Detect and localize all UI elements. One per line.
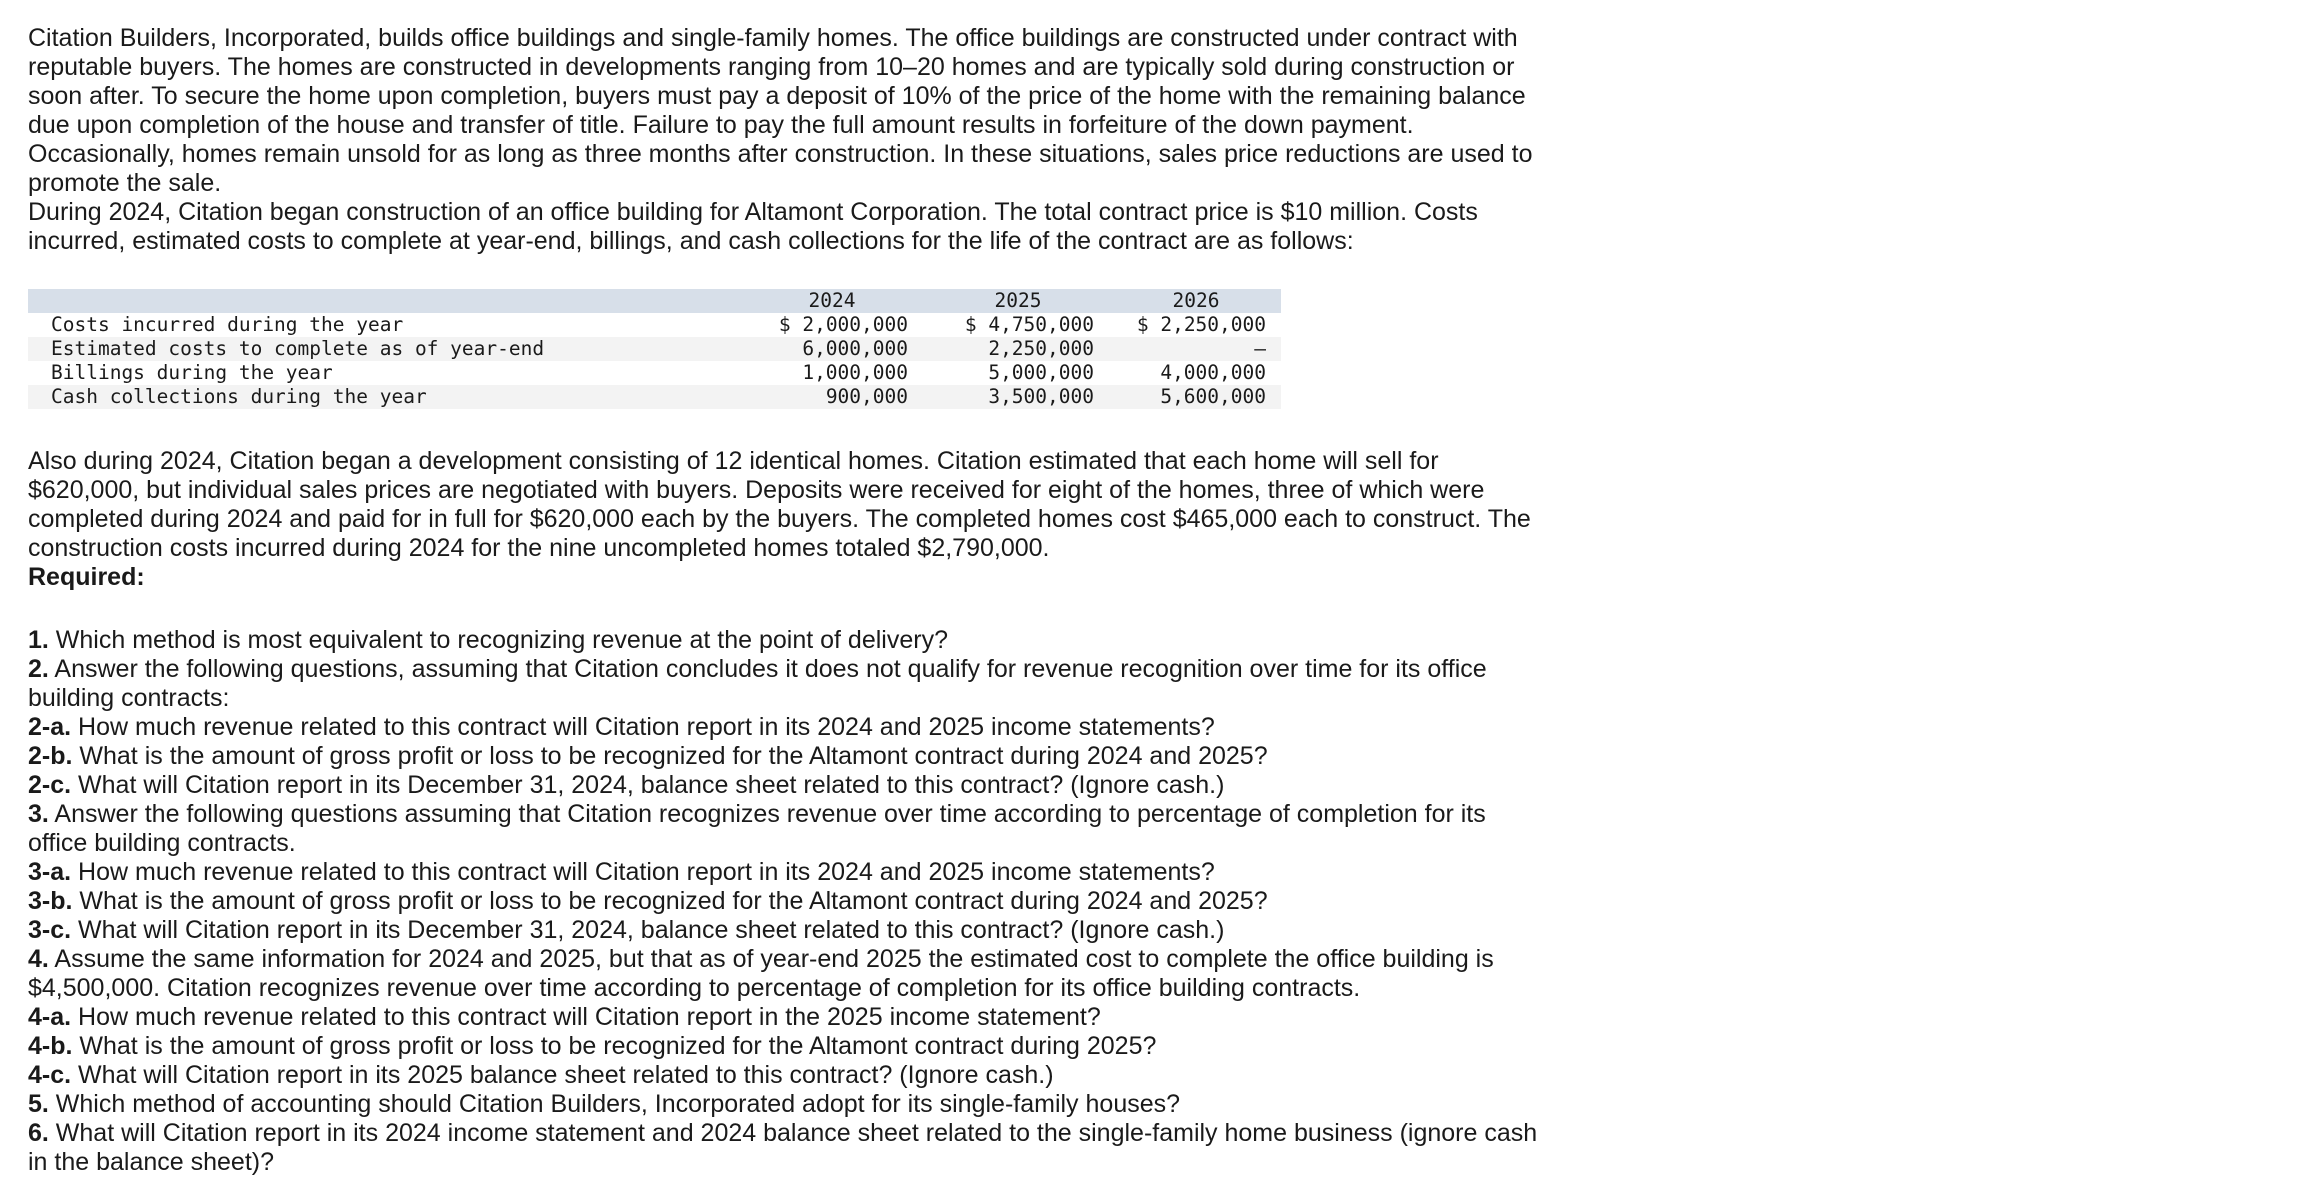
question-item: [28, 887, 1548, 916]
question-text: Answer the following questions assuming that Citation recognizes revenue over time according to percentage of completion for its office building contracts.: [28, 800, 1486, 857]
problem-document: [28, 24, 1548, 1177]
table-row: [28, 337, 1281, 361]
cell-2026: 4,000,000: [1160, 361, 1266, 384]
question-number: 2.: [28, 655, 49, 683]
table-header-2024: 2024: [808, 289, 856, 312]
question-number: 2-a.: [28, 713, 72, 741]
question-item: [28, 945, 1548, 1003]
question-item: [28, 655, 1548, 713]
question-item: [28, 742, 1548, 771]
row-label: Billings during the year: [51, 361, 333, 384]
question-item: [28, 800, 1548, 858]
question-number: 4-c.: [28, 1061, 72, 1089]
question-item: [28, 626, 1548, 655]
question-number: 3-a.: [28, 858, 72, 886]
question-item: [28, 771, 1548, 800]
table-row: [28, 361, 1281, 385]
question-text: What will Citation report in its 2024 income statement and 2024 balance sheet related to the single-family home business (ignore cash in the balance sheet)?: [28, 1119, 1538, 1176]
question-text: How much revenue related to this contract will Citation report in its 2024 and 2025 income statements?: [71, 858, 1215, 886]
question-text: What is the amount of gross profit or loss to be recognized for the Altamont contract during 2024 and 2025?: [72, 742, 1268, 770]
contract-data-table: [28, 289, 1281, 409]
question-text: What will Citation report in its 2025 balance sheet related to this contract? (Ignore cash.): [71, 1061, 1054, 1089]
question-text: Assume the same information for 2024 and 2025, but that as of year-end 2025 the estimated cost to complete the office building is $4,500,000. Citation recognizes revenue over time according to percentage of completion for its office building contracts.: [28, 945, 1494, 1002]
intro-paragraph-contract: During 2024, Citation began construction of an office building for Altamont Corporation. The total contract price is $10 million. Costs incurred, estimated costs to complete at year-end, billings, and cash collections for the life of the contract are as follows:: [28, 198, 1478, 255]
question-text: What is the amount of gross profit or loss to be recognized for the Altamont contract during 2025?: [72, 1032, 1157, 1060]
question-number: 1.: [28, 626, 49, 654]
cell-2025: $ 4,750,000: [964, 313, 1094, 336]
cell-2026: 5,600,000: [1160, 385, 1266, 408]
question-item: [28, 1003, 1548, 1032]
question-text: What will Citation report in its December 31, 2024, balance sheet related to this contract? (Ignore cash.): [71, 771, 1225, 799]
question-text: Answer the following questions, assuming that Citation concludes it does not qualify for revenue recognition over time for its office building contracts:: [28, 655, 1487, 712]
question-text: What is the amount of gross profit or loss to be recognized for the Altamont contract during 2024 and 2025?: [72, 887, 1268, 915]
table-header-label: [28, 289, 739, 313]
required-heading: Required:: [28, 563, 145, 591]
table-header-2025: 2025: [994, 289, 1042, 312]
cell-2025: 2,250,000: [988, 337, 1094, 360]
question-item: [28, 1119, 1548, 1177]
question-text: Which method is most equivalent to recognizing revenue at the point of delivery?: [48, 626, 948, 654]
table-header-2026: 2026: [1172, 289, 1220, 312]
cell-2026: –: [1254, 337, 1266, 360]
row-label: Estimated costs to complete as of year-end: [51, 337, 545, 360]
question-text: Which method of accounting should Citation Builders, Incorporated adopt for its single-family houses?: [48, 1090, 1181, 1118]
question-item: [28, 858, 1548, 887]
row-label: Costs incurred during the year: [51, 313, 404, 336]
question-number: 2-b.: [28, 742, 73, 770]
question-item: [28, 1090, 1548, 1119]
question-number: 6.: [28, 1119, 49, 1147]
table-row: [28, 385, 1281, 409]
cell-2024: $ 2,000,000: [778, 313, 908, 336]
question-item: [28, 713, 1548, 742]
cell-2024: 900,000: [825, 385, 908, 408]
question-number: 3.: [28, 800, 49, 828]
cell-2026: $ 2,250,000: [1136, 313, 1266, 336]
question-number: 5.: [28, 1090, 49, 1118]
question-item: [28, 1032, 1548, 1061]
cell-2025: 5,000,000: [988, 361, 1094, 384]
question-number: 4.: [28, 945, 49, 973]
table-row: [28, 313, 1281, 337]
question-text: How much revenue related to this contract will Citation report in the 2025 income statement?: [71, 1003, 1101, 1031]
question-number: 4-b.: [28, 1032, 73, 1060]
cell-2025: 3,500,000: [988, 385, 1094, 408]
intro-paragraph-company: Citation Builders, Incorporated, builds office buildings and single-family homes. The office buildings are constructed under contract with reputable buyers. The homes are constructed in developments ranging from 10–20 homes and are typically sold during construction or soon after. To secure the home upon completion, buyers must pay a deposit of 10% of the price of the home with the remaining balance due upon completion of the house and transfer of title. Failure to pay the full amount results in forfeiture of the down payment. Occasionally, homes remain unsold for as long as three months after construction. In these situations, sales price reductions are used to promote the sale.: [28, 24, 1533, 197]
question-number: 3-c.: [28, 916, 72, 944]
cell-2024: 1,000,000: [802, 361, 908, 384]
question-number: 4-a.: [28, 1003, 72, 1031]
question-item: [28, 1061, 1548, 1090]
table-header-row: [28, 289, 1281, 313]
row-label: Cash collections during the year: [51, 385, 427, 408]
question-number: 3-b.: [28, 887, 73, 915]
question-number: 2-c.: [28, 771, 72, 799]
cell-2024: 6,000,000: [802, 337, 908, 360]
homes-development-paragraph: Also during 2024, Citation began a development consisting of 12 identical homes. Citation estimated that each home will sell for $620,000, but individual sales prices are negotiated with buyers. Deposits were received for eight of the homes, three of which were completed during 2024 and paid for in full for $620,000 each by the buyers. The completed homes cost $465,000 each to construct. The construction costs incurred during 2024 for the nine uncompleted homes totaled $2,790,000.: [28, 447, 1531, 562]
question-text: How much revenue related to this contract will Citation report in its 2024 and 2025 income statements?: [71, 713, 1215, 741]
questions-list: [28, 626, 1548, 1177]
question-text: What will Citation report in its December 31, 2024, balance sheet related to this contract? (Ignore cash.): [71, 916, 1225, 944]
question-item: [28, 916, 1548, 945]
